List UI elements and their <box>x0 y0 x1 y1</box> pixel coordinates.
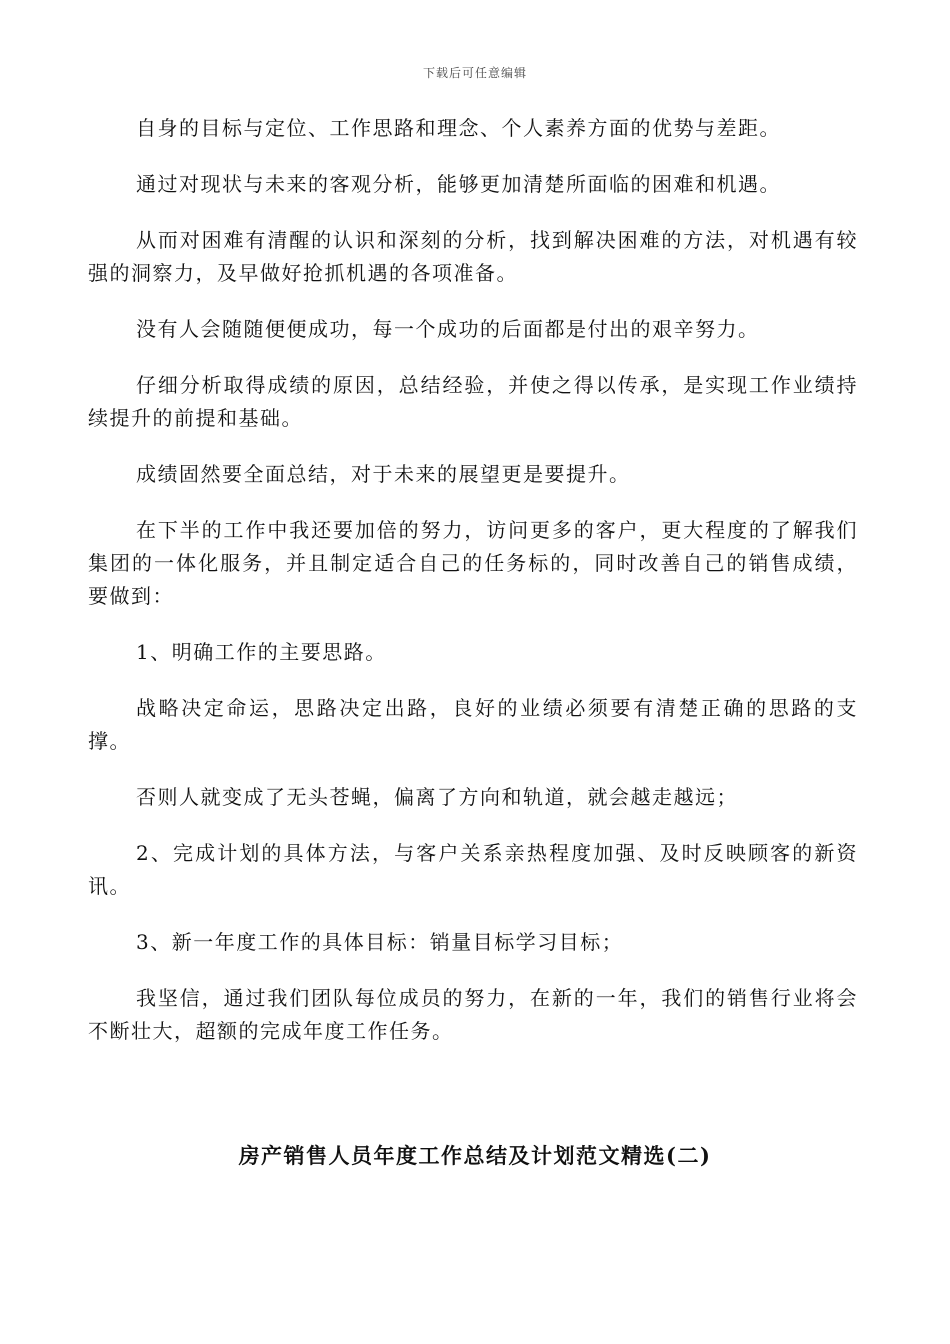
paragraph: 没有人会随随便便成功，每一个成功的后面都是付出的艰辛努力。 <box>136 317 760 341</box>
section-title: 房产销售人员年度工作总结及计划范文精选(二) <box>238 1143 712 1168</box>
list-item: 2、完成计划的具体方法，与客户关系亲热程度加强、及时反映顾客的新资讯。 <box>88 841 858 898</box>
paragraph: 在下半的工作中我还要加倍的努力，访问更多的客户，更大程度的了解我们集团的一体化服务，并且制定适合自己的任务标的，同时改善自己的销售成绩，要做到： <box>88 518 858 608</box>
paragraph: 否则人就变成了无头苍蝇，偏离了方向和轨道，就会越走越远； <box>136 785 738 809</box>
paragraph: 自身的目标与定位、工作思路和理念、个人素养方面的优势与差距。 <box>136 116 781 140</box>
paragraph: 战略决定命运，思路决定出路，良好的业绩必须要有清楚正确的思路的支撑。 <box>88 696 858 753</box>
paragraph: 通过对现状与未来的客观分析，能够更加清楚所面临的困难和机遇。 <box>136 172 781 196</box>
list-item: 3、新一年度工作的具体目标：销量目标学习目标； <box>136 930 624 954</box>
list-item: 1、明确工作的主要思路。 <box>136 640 387 664</box>
body-text <box>88 112 858 1071</box>
paragraph: 成绩固然要全面总结，对于未来的展望更是要提升。 <box>136 462 631 486</box>
paragraph: 从而对困难有清醒的认识和深刻的分析，找到解决困难的方法，对机遇有较强的洞察力，及早做好抢抓机遇的各项准备。 <box>88 228 858 285</box>
header-note: 下载后可任意编辑 <box>422 66 527 80</box>
paragraph: 我坚信，通过我们团队每位成员的努力，在新的一年，我们的销售行业将会不断壮大，超额的完成年度工作任务。 <box>88 986 858 1043</box>
paragraph: 仔细分析取得成绩的原因，总结经验，并使之得以传承，是实现工作业绩持续提升的前提和基础。 <box>88 373 858 430</box>
